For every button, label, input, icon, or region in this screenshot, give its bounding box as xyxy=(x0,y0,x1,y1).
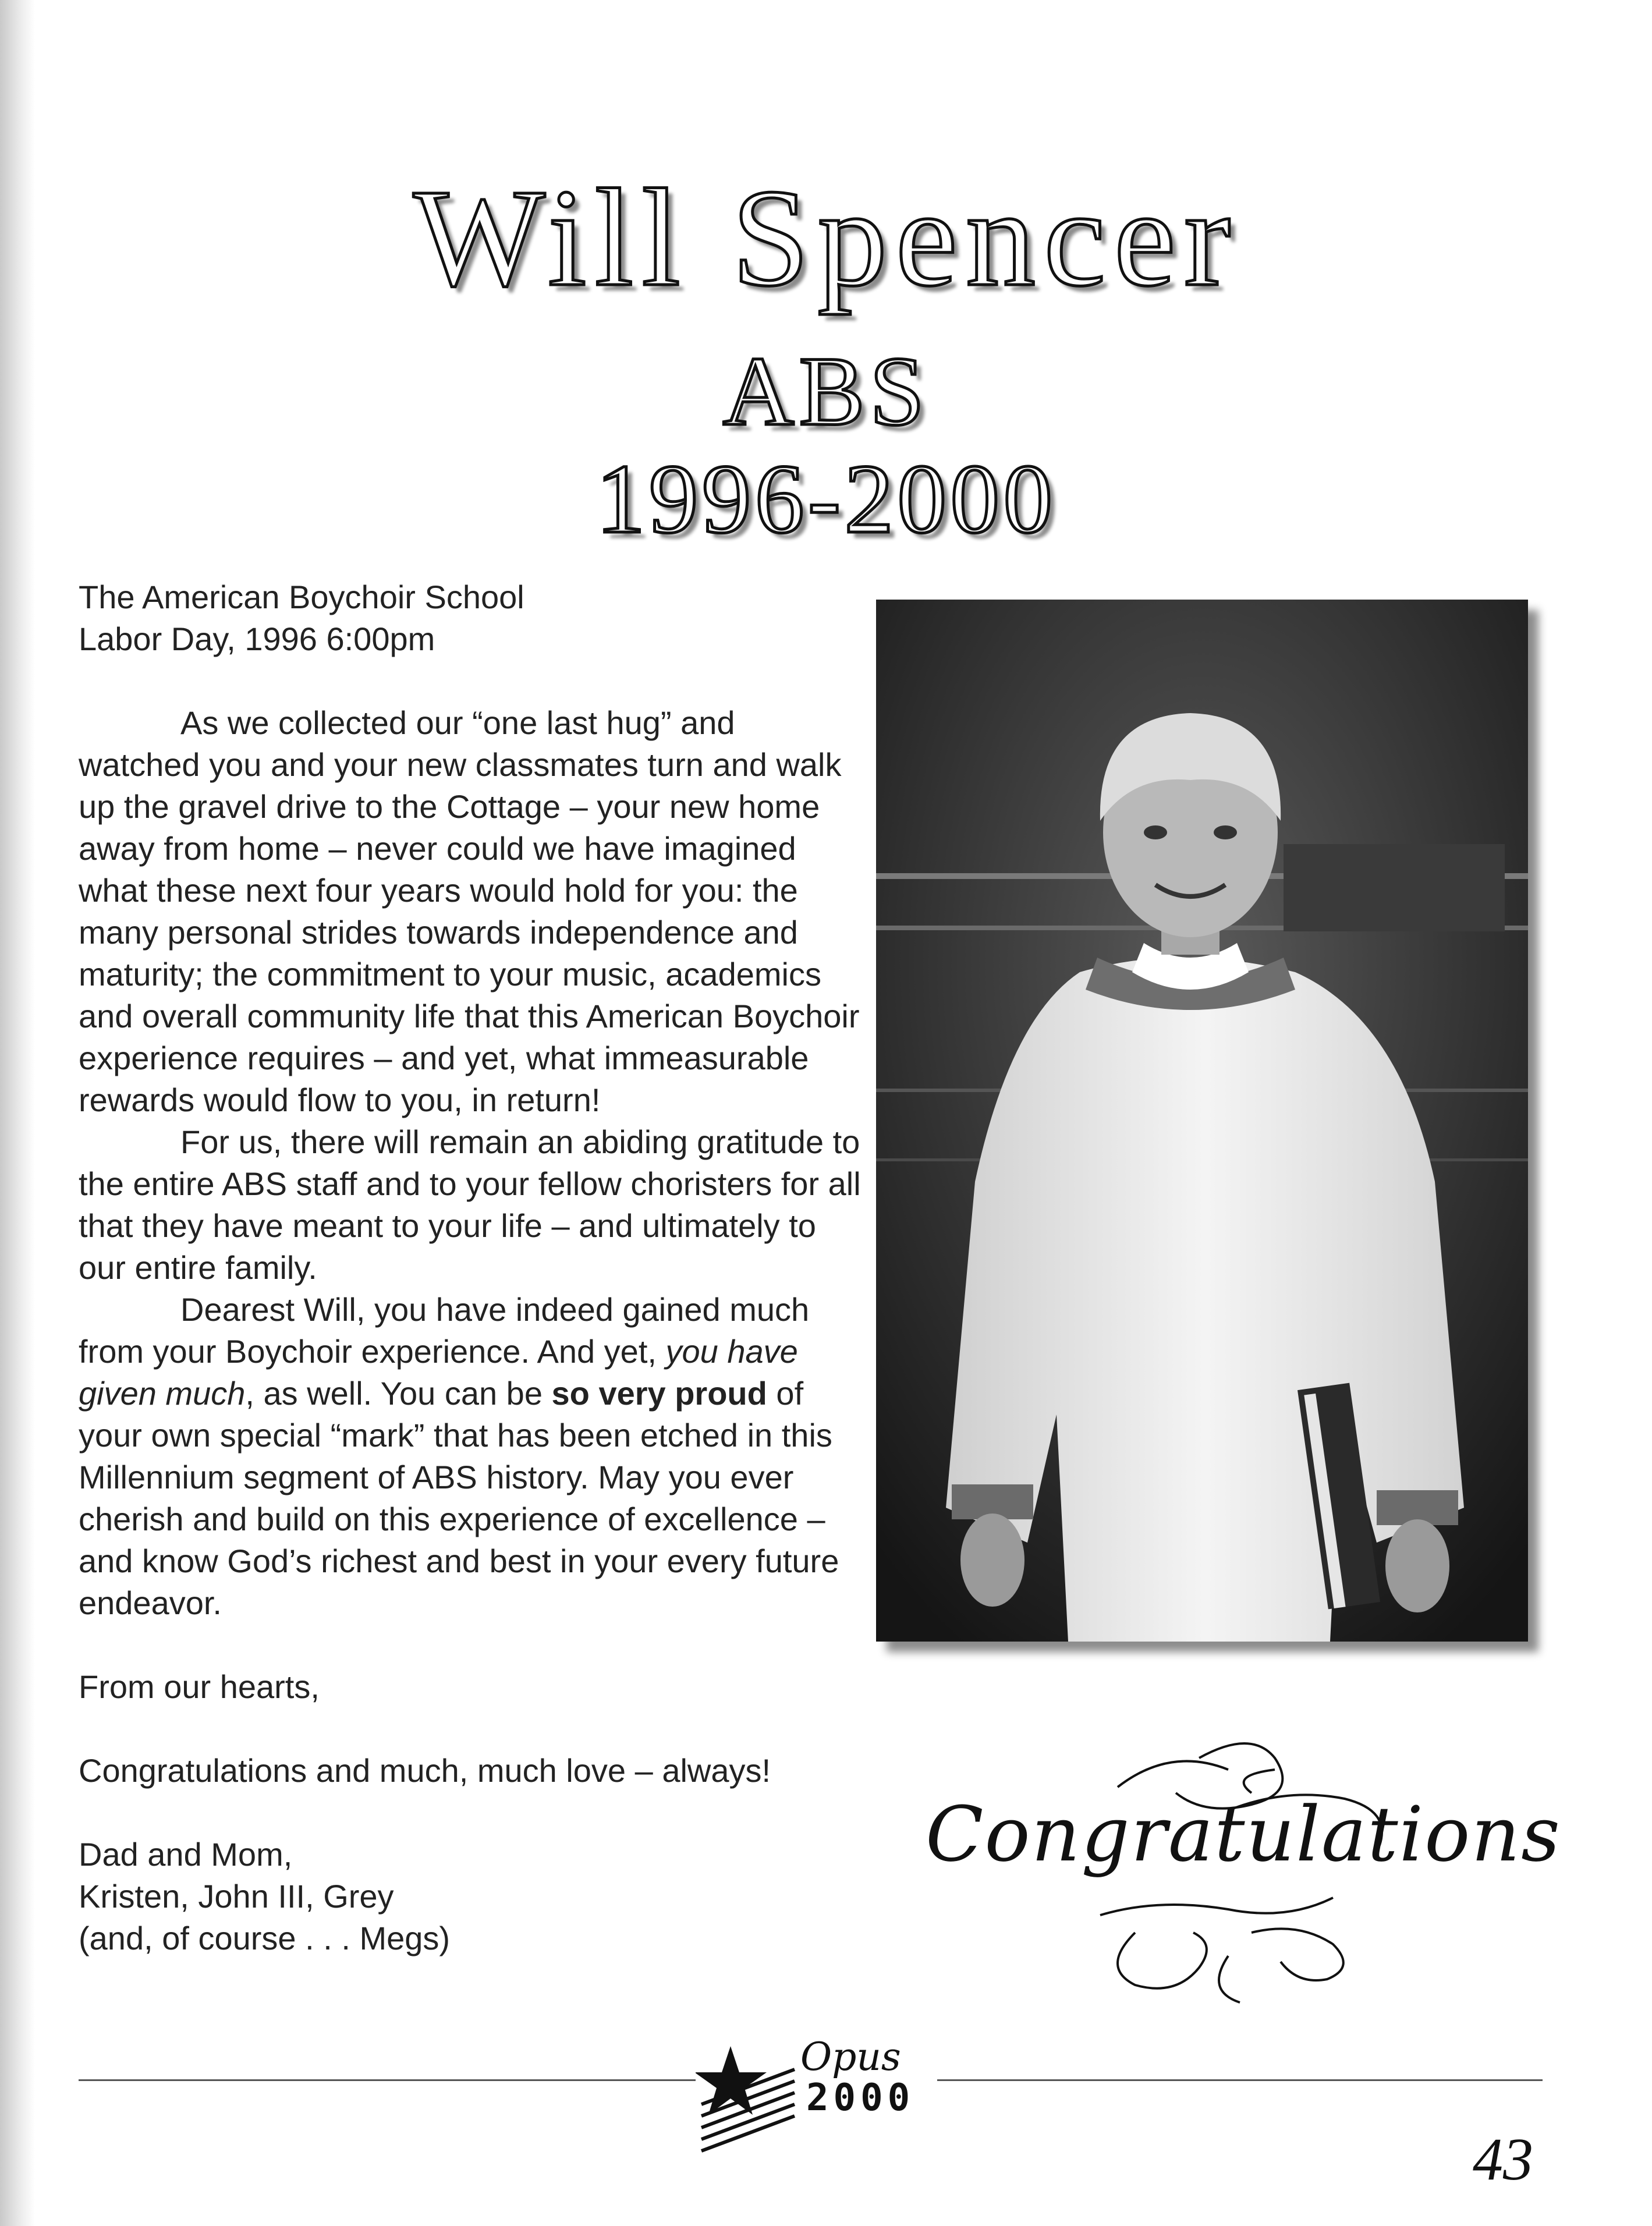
years-heading: 1996-2000 xyxy=(595,444,1057,554)
spacer xyxy=(79,660,864,702)
letter-paragraph-3 xyxy=(79,1289,864,1624)
letter-body xyxy=(79,576,864,1959)
opus-2000-logo xyxy=(696,2034,940,2157)
footer-rule-left xyxy=(79,2079,696,2081)
letter-date: Labor Day, 1996 6:00pm xyxy=(79,621,435,657)
paragraph-3-bold: so very proud xyxy=(551,1375,767,1412)
congratulations-calligraphy xyxy=(926,1723,1561,2014)
paragraph-3-mid: , as well. You can be xyxy=(245,1375,552,1412)
page-spine-shadow xyxy=(0,0,35,2226)
paragraph-3-start: Dearest Will, you have indeed gained much from your Boychoir experience. And yet, xyxy=(79,1291,810,1370)
spacer xyxy=(79,1624,864,1666)
letter-signoff-2: Kristen, John III, Grey xyxy=(79,1878,394,1915)
congratulations-script-word: Congratulations xyxy=(926,1790,1561,1878)
student-name-heading: Will Spencer xyxy=(413,160,1239,315)
letter-signoff-1: Dad and Mom, xyxy=(79,1836,293,1873)
letter-signoff-3: (and, of course . . . Megs) xyxy=(79,1920,451,1956)
logo-word: Opus xyxy=(800,2034,901,2079)
letter-closing: From our hearts, xyxy=(79,1668,320,1705)
spacer xyxy=(79,1792,864,1834)
logo-year: 2000 xyxy=(806,2076,915,2119)
letter-place: The American Boychoir School xyxy=(79,579,524,615)
paragraph-3-end: of your own special “mark” that has been etched in this Millennium segment of ABS history. May you ever cherish and build on this experience of excellence – and know God’s richest and best in your every future endeavor. xyxy=(79,1375,839,1621)
choirboy-photo xyxy=(876,600,1528,1642)
school-abbreviation-heading: ABS xyxy=(722,336,930,446)
page-number: 43 xyxy=(1473,2126,1533,2193)
paragraph-3-italic: you have given much xyxy=(79,1333,798,1412)
letter-wishes: Congratulations and much, much love – always! xyxy=(79,1752,771,1789)
letter-paragraph-1: As we collected our “one last hug” and watched you and your new classmates turn and walk up the gravel drive to the Cottage – your new home away from home – never could we have imagined what these next four years would hold for you: the many personal strides towards independence and maturity; the commitment to your music, academics and overall community life that this American Boychoir experience requires – and yet, what immeasurable rewards would flow to you, in return! xyxy=(79,704,860,1118)
spacer xyxy=(79,1708,864,1750)
star-stripes-icon xyxy=(696,2034,800,2157)
letter-paragraph-2: For us, there will remain an abiding gratitude to the entire ABS staff and to your fellow choristers for all that they have meant to your life – and ultimately to our entire family. xyxy=(79,1123,861,1286)
footer-rule-right xyxy=(937,2079,1543,2081)
